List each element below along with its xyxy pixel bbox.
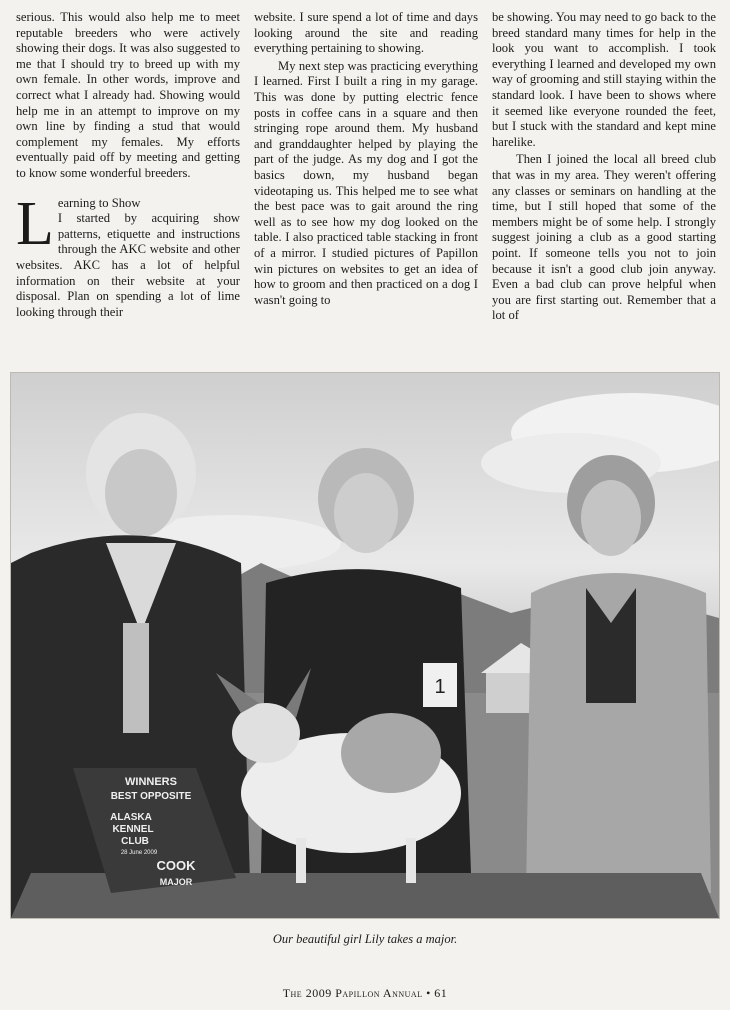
armband-number: 1 [434, 676, 446, 698]
photo-illustration [11, 373, 719, 918]
paragraph: serious. This would also help me to meet reputable breeders who were actively showing their dogs. It was also suggested to me that I should try to breed up with my own female. In other words, improve and correct what I already had. Showing would help me in an attempt to improve on my own line by finding a stud that would complement my females. My efforts eventually paid off by meeting and getting to know some wonderful breeders. [16, 10, 240, 180]
paragraph: website. I sure spend a lot of time and days looking around the site and reading everything pertaining to showing. [254, 10, 478, 56]
paragraph: be showing. You may need to go back to the breed standard many times for help in the look you want to accomplish. I took everything I learned and developed my own way of grooming and still staying within the standard look. I have been to shows where it seemed like everyone rounded the feet, but I stuck with the standard and kept mine harelike. [492, 10, 716, 149]
page-footer [0, 986, 730, 1001]
paragraph: I started by acquiring show patterns, etiquette and instructions through the AKC website and other websites. AKC has a lot of helpful information on their website at your disposal. Plan on spending a lot of lime looking through their [16, 211, 240, 319]
footer-title: Papillon Annual [335, 986, 423, 1000]
drop-cap: L [16, 189, 54, 258]
papillon-dog-leg [406, 838, 416, 883]
sign-text: CLUB [121, 836, 149, 847]
article-columns [16, 10, 716, 355]
sign-text: COOK [156, 858, 196, 873]
column-2 [254, 10, 478, 355]
sign-text: 28 June 2009 [120, 850, 158, 856]
page-number: 61 [434, 986, 448, 1000]
column-1 [16, 10, 240, 355]
column-3 [492, 10, 716, 355]
photo-caption: Our beautiful girl Lily takes a major. [272, 932, 458, 946]
show-photo [10, 372, 720, 919]
paragraph: My next step was practicing everything I learned. First I built a ring in my garage. This was done by putting electric fence posts in coffee cans in a square and then stringing rope around them. My husband and granddaughter helped by playing the part of the judge. As my dog and I got the basics down, my husband began videotaping us. This helped me to see what the best pace was to gait around the ring well as to see how my dog looked on the table. I also practiced table stacking in front of a mirror. I studied pictures of Papillon win pictures on websites to get an idea of how to groom and then practiced on a dog I wasn't going to [254, 58, 478, 307]
ribbon-rosette [123, 623, 149, 733]
section-heading-paragraph [16, 189, 240, 321]
footer-year: 2009 [305, 986, 332, 1000]
footer-the: The [282, 986, 303, 1000]
sign-text: KENNEL [112, 824, 154, 835]
person-center-face [334, 473, 398, 553]
footer-separator: • [426, 986, 431, 1000]
section-heading: earning to Show [57, 195, 141, 210]
paragraph: Then I joined the local all breed club that was in my area. They weren't offering any classes or seminars on handling at the time, but I still hoped that some of the members might be of some help. I strongly suggest joining a club as a good starting point. If someone tells you not to join because it isn't a good club join anyway. Even a bad club can prove helpful when you are first starting out. Remember that a lot of [492, 152, 716, 323]
papillon-dog-leg [296, 838, 306, 883]
sign-text: ALASKA [110, 812, 152, 823]
sign-text: BEST OPPOSITE [110, 791, 192, 802]
person-right-face [581, 480, 641, 556]
papillon-dog-patch [341, 713, 441, 793]
sign-text: MAJOR [159, 877, 193, 887]
sign-text: WINNERS [125, 776, 177, 788]
person-left-face [105, 449, 177, 537]
